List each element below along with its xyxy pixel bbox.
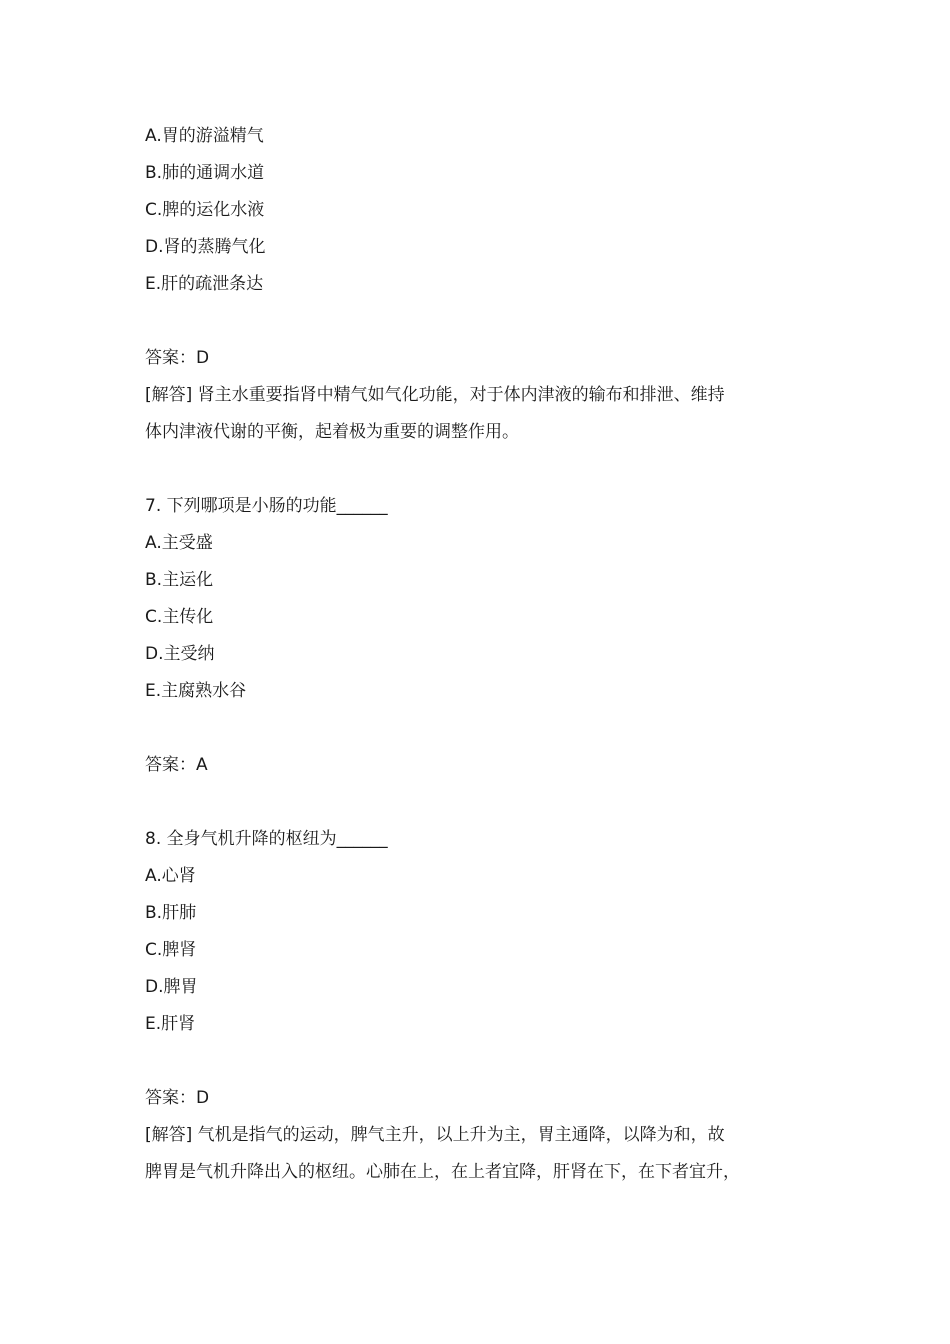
q7-option-c: C.主传化	[145, 607, 214, 627]
q7-answer: 答案：A	[145, 755, 208, 775]
q7-question: 7. 下列哪项是小肠的功能______	[145, 496, 388, 516]
q8-option-c: C.脾肾	[145, 940, 197, 960]
q6-explanation-line-1: [解答] 肾主水重要指肾中精气如气化功能，对于体内津液的输布和排泄、维持	[145, 385, 725, 405]
spacer	[145, 1043, 825, 1080]
q8-explanation-line-1: [解答] 气机是指气的运动，脾气主升，以上升为主，胃主通降，以降为和，故	[145, 1125, 725, 1145]
q7-options	[145, 525, 825, 710]
q6-explanation-line-2: 体内津液代谢的平衡，起着极为重要的调整作用。	[145, 422, 519, 442]
q8-question: 8. 全身气机升降的枢纽为______	[145, 829, 388, 849]
q7-option-d: D.主受纳	[145, 644, 215, 664]
spacer	[145, 784, 825, 821]
q8-answer: 答案：D	[145, 1088, 210, 1108]
q8-option-a: A.心肾	[145, 866, 196, 886]
spacer	[145, 451, 825, 488]
q6-option-d: D.肾的蒸腾气化	[145, 237, 266, 257]
q8-option-e: E.肝肾	[145, 1014, 196, 1034]
q6-option-a: A.胃的游溢精气	[145, 126, 264, 146]
spacer	[145, 303, 825, 340]
q6-answer: 答案：D	[145, 348, 210, 368]
q8-option-b: B.肝肺	[145, 903, 197, 923]
spacer	[145, 710, 825, 747]
q6-options	[145, 118, 825, 303]
q6-option-c: C.脾的运化水液	[145, 200, 265, 220]
q8-option-d: D.脾胃	[145, 977, 198, 997]
q8-explanation-line-2: 脾胃是气机升降出入的枢纽。心肺在上，在上者宜降，肝肾在下，在下者宜升，	[145, 1162, 740, 1182]
q8-options	[145, 858, 825, 1043]
q7-option-a: A.主受盛	[145, 533, 213, 553]
q7-option-b: B.主运化	[145, 570, 214, 590]
q7-option-e: E.主腐熟水谷	[145, 681, 247, 701]
document-page	[145, 118, 825, 1191]
q6-option-e: E.肝的疏泄条达	[145, 274, 264, 294]
q6-option-b: B.肺的通调水道	[145, 163, 265, 183]
